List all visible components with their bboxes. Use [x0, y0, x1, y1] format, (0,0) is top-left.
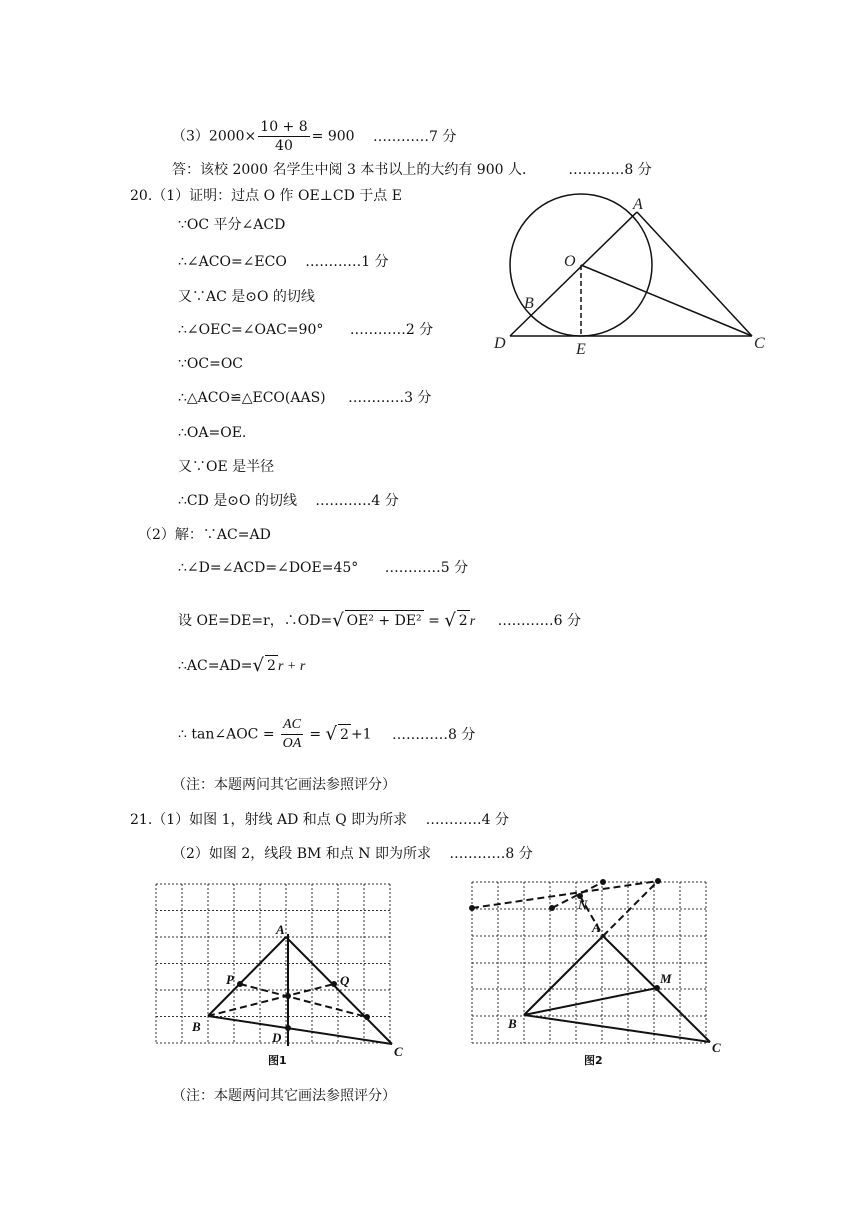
- label-o: O: [564, 253, 576, 270]
- q20-tan-eq: =: [309, 726, 322, 743]
- point-topright-fig2: [655, 878, 661, 884]
- q20-line4: [178, 320, 433, 340]
- point-p: [237, 981, 243, 987]
- sqrt-sign-icon: √: [332, 610, 344, 631]
- q20-part2-line3-rad: 2: [265, 655, 278, 676]
- q20-line6-score: …………3 分: [348, 390, 432, 406]
- q20-part2-line3-prefix: ∴AC=AD=: [178, 658, 253, 674]
- q21-figure2: [466, 876, 736, 1076]
- q20-tan-num: AC: [281, 716, 303, 735]
- fig2-label-n: N: [578, 897, 588, 912]
- q20-part2-line2-prefix: 设 OE=DE=r，∴OD=: [178, 613, 333, 629]
- q20-line7: ∴OA=OE.: [178, 425, 247, 441]
- q20-part2-line1-text: ∴∠D=∠ACD=∠DOE=45°: [178, 560, 359, 576]
- fig1-label-c: C: [394, 1044, 403, 1059]
- q21-line1-text: 21.（1）如图 1，射线 AD 和点 Q 即为所求: [130, 812, 408, 828]
- q20-part2-line4: [178, 716, 475, 753]
- q19-answer-line: [172, 160, 652, 180]
- q20-line4-score: …………2 分: [349, 322, 434, 338]
- q21-figure1: [150, 878, 410, 1078]
- q19-fraction: [258, 118, 309, 155]
- q20-line3: 又∵AC 是⊙O 的切线: [178, 289, 315, 305]
- q20-part2-radicand: OE² + DE²: [345, 610, 424, 631]
- line-ac: [637, 212, 752, 336]
- label-c: C: [754, 335, 765, 352]
- point-left-fig2: [469, 905, 475, 911]
- q20-line6-text: ∴△ACO≌△ECO(AAS): [178, 390, 326, 406]
- q20-part2-line1: [178, 558, 468, 578]
- q20-line2-text: ∴∠ACO=∠ECO: [178, 254, 287, 270]
- q19-fraction-den: 40: [275, 138, 293, 154]
- line-da: [510, 212, 637, 336]
- q19-answer: 答：该校 2000 名学生中阅 3 本书以上的大约有 900 人．: [172, 162, 536, 178]
- fig2-label-a: A: [592, 920, 601, 935]
- fig2-label-c: C: [712, 1040, 721, 1055]
- q20-line8: 又∵OE 是半径: [178, 459, 275, 475]
- q21-line1-score: …………4 分: [425, 812, 509, 828]
- q20-part2-header: （2）解：∵AC=AD: [138, 527, 271, 543]
- q20-header: 20.（1）证明：过点 O 作 OE⊥CD 于点 E: [130, 188, 402, 204]
- q20-tan-den: OA: [282, 736, 302, 751]
- q20-line2: [178, 252, 389, 272]
- q20-line2-score: …………1 分: [305, 254, 389, 270]
- q20-part2-line4-prefix: ∴ tan∠AOC =: [178, 726, 275, 743]
- point-top-fig2: [600, 879, 606, 885]
- q20-line6: [178, 388, 431, 408]
- q20-line9: [178, 491, 399, 511]
- q21-line2: [172, 844, 533, 864]
- q20-tan-rad: 2: [338, 724, 351, 745]
- q20-part2-line2-score: …………6 分: [497, 613, 581, 629]
- fig2-label-m: M: [660, 971, 672, 986]
- q19-fraction-num: 10 + 8: [260, 119, 308, 135]
- q19-answer-score: …………8 分: [568, 162, 652, 178]
- q20-part2-eq: =: [428, 613, 440, 629]
- sqrt-sign-icon: √: [444, 610, 456, 631]
- fig2-caption: 图2: [584, 1054, 603, 1067]
- q20-part2-line4-score: …………8 分: [392, 726, 476, 743]
- label-d: D: [494, 335, 506, 352]
- q20-circle-figure: [490, 190, 790, 370]
- q20-line1: ∵OC 平分∠ACD: [178, 217, 286, 233]
- q20-part2-line1-score: …………5 分: [384, 560, 469, 576]
- q21-line2-score: …………8 分: [449, 846, 533, 862]
- q20-part2-result-var: r: [469, 614, 476, 629]
- sqrt-sign-icon: √: [252, 655, 265, 676]
- q21-line1: [130, 810, 509, 830]
- fig1-label-a: A: [276, 922, 285, 937]
- q19-part3-line: [172, 118, 456, 155]
- label-e: E: [576, 341, 586, 358]
- q21-note: （注：本题两问其它画法参照评分）: [172, 1088, 396, 1104]
- q20-part2-line3: [178, 655, 305, 677]
- fig1-label-d: D: [272, 1030, 282, 1045]
- dashed-bq-fig1: [208, 984, 334, 1016]
- q20-tan-rest: +1: [350, 726, 372, 743]
- q20-line5: ∵OC=OC: [178, 356, 244, 372]
- q20-note: （注：本题两问其它画法参照评分）: [172, 777, 396, 793]
- dashed-top-fig2: [472, 881, 658, 908]
- point-mid-fig2: [549, 905, 555, 911]
- fig1-caption: 图1: [268, 1054, 287, 1067]
- label-a: A: [633, 196, 643, 213]
- q20-part2-line2: [178, 610, 581, 632]
- fig1-label-q: Q: [340, 973, 350, 988]
- fig2-label-b: B: [508, 1016, 517, 1031]
- point-mid: [285, 993, 291, 999]
- q20-line9-score: …………4 分: [315, 493, 399, 509]
- q19-part3-result: = 900: [311, 128, 355, 145]
- sqrt-sign-icon: √: [325, 723, 338, 745]
- label-b: B: [524, 295, 534, 312]
- q20-part2-result-rad: 2: [457, 610, 470, 631]
- point-q: [331, 981, 337, 987]
- fig1-label-p: P: [226, 972, 234, 987]
- q21-line2-text: （2）如图 2，线段 BM 和点 N 即为所求: [172, 846, 431, 862]
- point-ac: [364, 1014, 370, 1020]
- segment-bm: [524, 988, 657, 1015]
- q20-line9-text: ∴CD 是⊙O 的切线: [178, 493, 297, 509]
- q19-part3-score: …………7 分: [373, 128, 457, 145]
- q20-line4-text: ∴∠OEC=∠OAC=90°: [178, 322, 324, 338]
- fig1-label-b: B: [192, 1019, 201, 1034]
- point-d: [285, 1025, 291, 1031]
- q20-part2-line3-rest: r + r: [277, 659, 306, 674]
- line-oc: [581, 265, 752, 336]
- q20-tan-fraction: [281, 716, 303, 753]
- q19-part3-prefix: （3）2000×: [172, 128, 257, 145]
